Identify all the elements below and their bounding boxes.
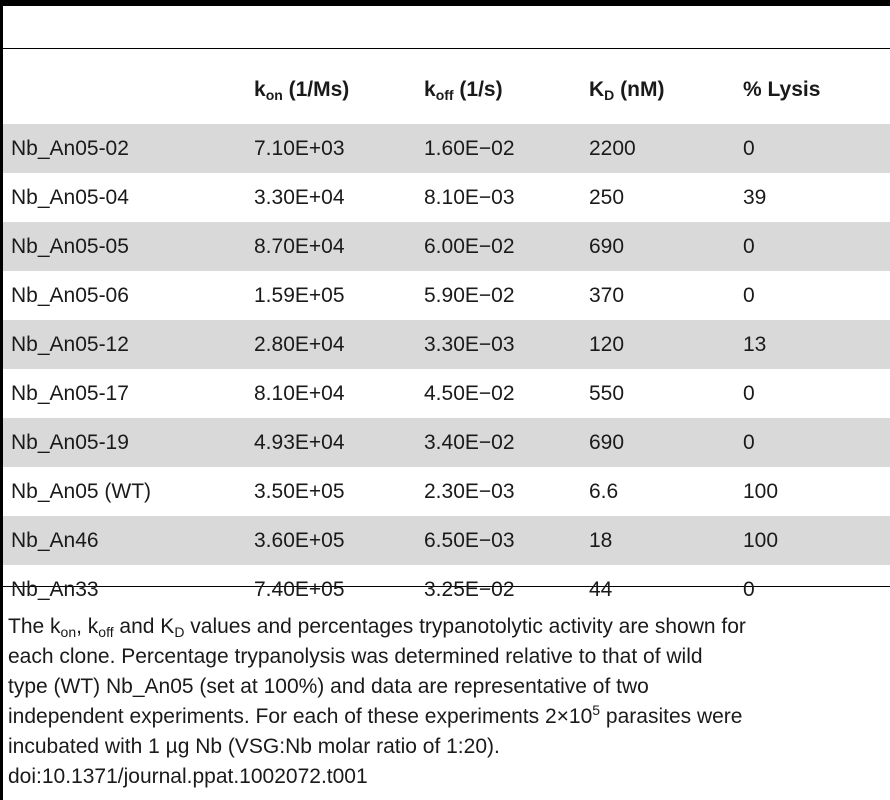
footnote-line: each clone. Percentage trypanolysis was determined relative to that of wild [8, 645, 703, 668]
table-top-rule [0, 48, 890, 49]
cell-lysis: 13 [743, 320, 890, 369]
cell-koff: 8.10E−03 [424, 185, 515, 209]
cell-kon: 3.60E+05 [254, 516, 424, 565]
cell-kon: 7.10E+03 [254, 124, 424, 173]
cell-clone: Nb_An05 (WT) [11, 479, 152, 503]
cell-clone: Nb_An05-19 [3, 418, 254, 467]
table-row [3, 418, 890, 467]
cell-kd: 690 [589, 222, 743, 271]
footnote-line: The $k_{on}$, $k_{off}$ and $K_D$ values and percentages trypanotolytic activity are shown for [8, 615, 746, 640]
cell-clone: Nb_An05-17 [11, 381, 129, 405]
cell-kd: 690 [589, 418, 743, 467]
cell-koff: 5.90E−02 [424, 283, 515, 307]
cell-kon: 3.50E+05 [254, 479, 345, 503]
cell-lysis: 0 [743, 283, 755, 307]
header-clone [3, 56, 254, 124]
cell-kon: 2.80E+04 [254, 320, 424, 369]
table-row [3, 222, 890, 271]
cell-koff: 1.60E−02 [424, 124, 589, 173]
kinetics-table [3, 56, 890, 614]
table-row [3, 173, 890, 222]
table-header [3, 56, 890, 124]
cell-kon: 8.10E+04 [254, 381, 345, 405]
cell-clone: Nb_An33 [11, 577, 99, 601]
cell-clone: Nb_An05-05 [3, 222, 254, 271]
table-row [3, 516, 890, 565]
table-row [3, 320, 890, 369]
cell-kd: 2200 [589, 124, 743, 173]
cell-lysis: 0 [743, 222, 890, 271]
doi-text: doi:10.1371/journal.ppat.1002072.t001 [8, 765, 368, 788]
cell-kon: 7.40E+05 [254, 577, 345, 601]
cell-kd: 250 [589, 185, 625, 209]
cell-lysis: 0 [743, 124, 890, 173]
footnote-line: independent experiments. For each of these experiments $2\times 10^5$ parasites were [8, 702, 743, 728]
cell-clone: Nb_An05-06 [11, 283, 129, 307]
cell-koff: 2.30E−03 [424, 479, 515, 503]
header-lysis: % Lysis [743, 78, 821, 101]
cell-kd: 370 [589, 283, 625, 307]
cell-koff: 3.30E−03 [424, 320, 589, 369]
cell-lysis: 100 [743, 479, 779, 503]
cell-kd: 18 [589, 516, 743, 565]
cell-lysis: 0 [743, 577, 755, 601]
cell-kd: 550 [589, 381, 625, 405]
top-border [0, 0, 890, 6]
table-row [3, 271, 890, 320]
cell-kd: 44 [589, 577, 613, 601]
header-kd: $K_D$ (nM) [589, 78, 665, 103]
cell-lysis: 0 [743, 418, 890, 467]
cell-kon: 3.30E+04 [254, 185, 345, 209]
cell-clone: Nb_An05-04 [11, 185, 129, 209]
footnote-line: incubated with 1 µg Nb (VSG:Nb molar ratio of 1:20). [8, 735, 500, 758]
table-row [3, 124, 890, 173]
cell-koff: 3.25E−02 [424, 577, 515, 601]
cell-kd: 6.6 [589, 479, 619, 503]
cell-kon: 8.70E+04 [254, 222, 424, 271]
cell-koff: 3.40E−02 [424, 418, 589, 467]
header-row [3, 56, 890, 124]
cell-clone: Nb_An05-02 [3, 124, 254, 173]
table-body [3, 124, 890, 614]
table-row [3, 467, 890, 516]
cell-clone: Nb_An46 [3, 516, 254, 565]
table-row [3, 369, 890, 418]
table-row [3, 565, 890, 614]
table-footnote [8, 612, 890, 792]
cell-koff: 6.50E−03 [424, 516, 589, 565]
cell-kd: 120 [589, 320, 743, 369]
cell-koff: 6.00E−02 [424, 222, 589, 271]
cell-koff: 4.50E−02 [424, 381, 515, 405]
cell-kon: 1.59E+05 [254, 283, 345, 307]
cell-kon: 4.93E+04 [254, 418, 424, 467]
cell-clone: Nb_An05-12 [3, 320, 254, 369]
footnote-line: type (WT) Nb_An05 (set at 100%) and data are representative of two [8, 675, 649, 698]
cell-lysis: 0 [743, 381, 755, 405]
header-koff: $k_{off}$ (1/s) [424, 78, 503, 103]
cell-lysis: 100 [743, 516, 890, 565]
header-kon: $k_{on}$ (1/Ms) [254, 78, 350, 103]
cell-lysis: 39 [743, 185, 767, 209]
